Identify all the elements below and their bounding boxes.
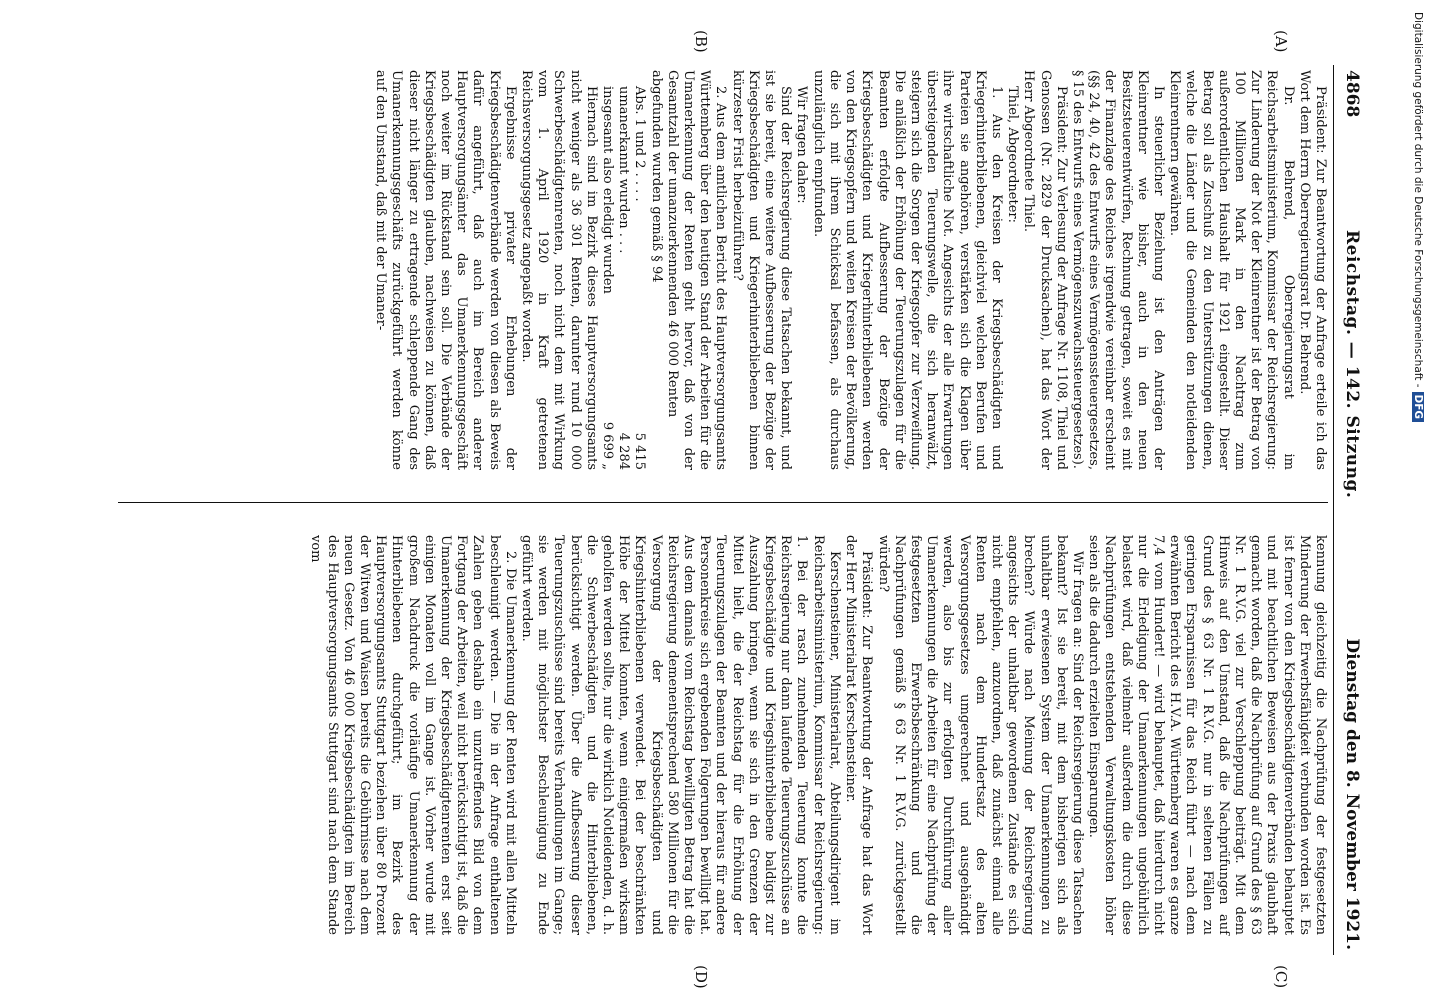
paragraph: Hiernach sind im Bezirk dieses Hauptversorgungsamts nicht weniger als 36 301 Renten, darunter rund 10 000 Schwerbeschädigtenrenten, noch nicht dem mit Wirkung vom 1. April 1920 in Kraft getretenen Reichsversorgungsgesetz angepaßt worden. — [519, 70, 599, 470]
list-item-label: umanerkannt wurden . . . — [616, 86, 632, 254]
list-item-value: 4 284 — [616, 432, 632, 470]
list-item — [615, 70, 631, 470]
credit-text-wrap — [1412, 12, 1424, 422]
list-item — [631, 70, 647, 470]
paragraph: Sind der Reichsregierung diese Tatsachen bekannt, und ist sie bereit, eine weitere Aufbesserung der Bezüge der Kriegsbeschädigten und Kriegerhinterbliebenen binnen kürzester Frist herbeizuführen? — [729, 70, 794, 470]
paragraph: 2. Die Umanerkennung der Renten wird mit allen Mitteln beschleunigt werden. — Die in der Anfrage enthaltenen Zahlen geben deshalb ein unzutreffendes Bild von dem Fortgang der Arbeiten, weil nicht berücksichtigt ist, daß die Umanerkennung der Kriegsbeschädigtenrenten erst seit einigen Monaten voll im Gange ist. Vorher wurde mit großem Nachdruck die vorläufige Umanerkennung der Hinterbliebenen durchgeführt; im Bezirk des Hauptversorgungsamts Stuttgart beziehen über 80 Prozent der Witwen und Waisen bereits die Gebührnisse nach dem neuen Gesetz. Von 46 000 Kriegsbeschädigten im Bereich des Hauptversorgungsamts Stuttgart sind nach dem Stande vom — [308, 535, 518, 935]
list-total-suffix: „ — [600, 463, 616, 470]
list-item-label: Abs. 1 und 2 . . . . — [632, 86, 648, 202]
header-rule — [1333, 65, 1334, 955]
list-item-label: insgesamt also erledigt wurden — [600, 86, 616, 294]
list-intro: abgefunden wurden gemäß § 94 — [648, 70, 664, 283]
paragraph: In steuerlicher Beziehung ist den Anträgen der Kleinrentner wie bisher, auch in den neuen Besitzsteuerentwürfen, Rechnung getragen, soweit es mit der Finanzlage des Reiches irgendwie vereinbar erscheint (§§ 24, 40, 42 des Entwurfs eines Vermögenssteuergesetzes, § 15 des Entwurfs eines Vermögenszuwachssteuergesetzes). — [1069, 70, 1166, 470]
list-total-value: 9 699 — [600, 421, 616, 460]
left-column — [372, 70, 1328, 470]
credit-text: Digitalisierung gefördert durch die Deutsche Forschungsgemeinschaft - — [1412, 12, 1424, 388]
digitization-credit — [1400, 0, 1434, 1000]
paragraph: kennung gleichzeitig die Nachprüfung der festgesetzten Minderung der Erwerbsfähigkeit verbunden worden ist. Es ist ferner von den Kriegsbeschädigtenverbänden behauptet und mit beachtlichen Beweisen aus der Praxis glaubhaft gemacht worden, daß die Nachprüfung auf Grund des § 63 Nr. 1 R.V.G. viel zur Verschleppung beiträgt. Mit dem Hinweis auf den Umstand, daß die Nachprüfungen auf Grund des § 63 Nr. 1 R.V.G. nur in seltenen Fällen zu geringen Ersparnissen für das Reich führt — nach dem erwähnten Bericht des H.V.A. Württemberg waren es ganze 7,4 vom Hundert! — wird behauptet, daß hierdurch nicht nur die Erledigung der Umanerkennungen ungebührlich belastet wird, daß vielmehr außerdem die durch diese Nachprüfungen entstehenden Verwaltungskosten höher seien als die dadurch erzielten Einsparungen. — [1086, 535, 1328, 935]
paragraph: Wir fragen an: Sind der Reichsregierung diese Tatsachen bekannt? Ist sie bereit, mit dem bisherigen sich als unhaltbar erwiesenen System der Umanerkennungen zu brechen? Würde nach Meinung der Reichsregierung angesichts der unhaltbar gewordenen Zustände es sich nicht empfehlen, anzuordnen, daß zunächst einmal alle Renten nach dem Hundertsatz des alten Versorgungsgesetzes umgerechnet und ausgehändigt werden, also bis zur erfolgten Durchführung aller Umanerkennungen die Arbeiten für eine Nachprüfung der festgesetzten Erwerbsbeschränkung und die Nachprüfungen gemäß § 63 Nr. 1 R.V.G. zurückgestellt würden? — [875, 535, 1085, 935]
paragraph: Präsident: Zur Beantwortung der Anfrage erteile ich das Wort dem Herrn Oberregierungsrat Dr. Behrend. — [1296, 70, 1328, 470]
paragraph: Dr. Behrend, Oberregierungsrat im Reichsarbeitsministerium, Kommissar der Reichsregierung: Zur Linderung der Not der Kleinrentner ist der Betrag von 100 Millionen Mark in den Nachtrag zum außerordentlichen Haushalt für 1921 eingestellt. Dieser Betrag soll als Zuschuß zu den Unterstützungen dienen, welche die Länder und die Gemeinden den notleidenden Kleinrentnern gewähren. — [1167, 70, 1296, 470]
statistics-list — [599, 70, 664, 470]
list-item-value: 5 415 — [632, 432, 648, 470]
page-title: Reichstag. — 142. Sitzung. — [1342, 230, 1362, 499]
margin-mark-a: (A) — [1272, 30, 1290, 53]
page-header — [1338, 70, 1362, 950]
paragraph: Thiel, Abgeordneter: — [1005, 86, 1021, 223]
right-column — [307, 535, 1328, 935]
page-number: 4868 — [1342, 70, 1362, 118]
list-item-value — [599, 422, 615, 470]
margin-mark-b: (B) — [692, 30, 710, 53]
dfg-logo: DFG — [1412, 392, 1424, 423]
paragraph: Kerschensteiner, Ministerialrat, Abteilungsdirigent im Reichsarbeitsministerium, Kommissar der Reichsregierung: 1. Bei der rasch zunehmenden Teuerung konnte die Reichsregierung nur dann laufende Teuerungszuschüsse an Kriegsbeschädigte und Kriegshinterbliebene baldigst zur Auszahlung bringen, wenn sie sich in den Grenzen der Mittel hielt, die der Reichstag für die Erhöhung der Teuerungszulagen der Beamten und der hieraus für andere Personenkreise sich ergebenden Folgerungen bewilligt hat. Aus dem damals vom Reichstag bewilligten Betrag hat die Reichsregierung demenentsprechend 580 Millionen für die Versorgung der Kriegsbeschädigten und Kriegshinterbliebenen verwendet. Bei der beschränkten Höhe der Mittel konnten, wenn einigermaßen wirksam geholfen werden sollte, nur die wirklich Notleidenden, d. h. die Schwerbeschädigten und die Hinterbliebenen, berücksichtigt werden. Über die Aufbesserung dieser Teuerungszuschüsse sind bereits Verhandlungen im Gange; sie werden mit möglichster Beschleunigung zu Ende geführt werden. — [519, 535, 842, 935]
margin-mark-d: (D) — [692, 965, 710, 989]
paragraph: Präsident: Zur Beantwortung der Anfrage hat das Wort der Herr Ministerialrat Kerschensteiner. — [843, 535, 875, 935]
session-date: Dienstag den 8. November 1921. — [1342, 638, 1362, 950]
paragraph: Präsident: Zur Verlesung der Anfrage Nr. 1108, Thiel und Genossen (Nr. 2829 der Drucksachen), hat das Wort der Herr Abgeordnete Thiel. — [1021, 70, 1069, 470]
paragraph: Wir fragen daher: — [794, 86, 810, 204]
paragraph: Ergebnisse privater Erhebungen der Kriegsbeschädigtenverbände werden von diesen als Beweis dafür angeführt, daß auch im Bereich anderer Hauptversorgungsämter das Umanerkennungsgeschäft noch weiter im Rückstand sein soll. Die Verbände der Kriegsbeschädigten glauben, nachweisen zu können, daß dieser nicht länger zu ertragende schleppende Gang des Umanerkennungsgeschäfts zurückgeführt werden könne auf den Umstand, daß mit der Umaner- — [373, 70, 518, 470]
paragraph: 2. Aus dem amtlichen Bericht des Hauptversorgungsamts Württemberg über den heutigen Stand der Arbeiten für die Umanerkennung der Renten geht hervor, daß von der Gesamtzahl der umanzuerkennenden 46 000 Renten — [664, 70, 729, 470]
column-divider — [118, 502, 1328, 503]
list-item — [599, 70, 615, 470]
margin-mark-c: (C) — [1272, 965, 1290, 989]
paragraph: 1. Aus den Kreisen der Kriegsbeschädigten und Kriegerhinterbliebenen, gleichviel welchen Berufen und Parteien sie angehören, verstärken sich die Klagen über ihre wirtschaftliche Not. Angesichts der alle Erwartungen übersteigenden Teuerungswelle, die sich heranwälzt, steigern sich die Sorgen der Kriegsopfer zur Verzweiflung. Die anläßlich der Erhöhung der Teuerungszulagen für die Beamten erfolgte Aufbesserung der Bezüge der Kriegsbeschädigten und Kriegerhinterbliebenen werden von den Kriegsopfern und weiten Kreisen der Bevölkerung, die sich mit ihrem Schicksal befassen, als durchaus unzulänglich empfunden. — [810, 70, 1004, 470]
